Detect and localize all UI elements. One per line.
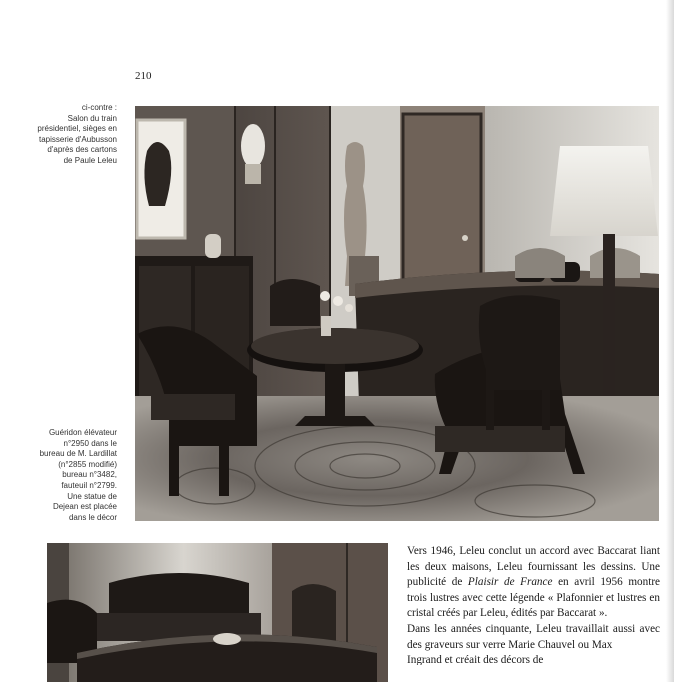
paragraph-cut-line: Ingrand et créait des décors de [407,654,544,666]
caption-line: d'après des cartons [47,145,117,155]
paragraph-text: Vers 1946, Leleu conclut un accord avec Baccarat liant les deux maisons, Leleu fournissant les dessins. Une publicité de [407,545,660,589]
paragraph-baccarat [407,544,660,622]
page-number: 210 [135,70,152,82]
caption-line: bureau de M. Lardillat [39,449,117,459]
photo-office-interior [135,106,659,521]
caption-line: tapisserie d'Aubusson [38,134,117,144]
photo-salon-train [47,543,388,682]
caption-top [7,103,117,167]
photo-office-interior-drawing [135,106,659,521]
caption-line: Dejean est placée [52,502,117,512]
caption-bottom [7,428,117,523]
publication-title: Plaisir de France [467,576,553,589]
body-text [407,544,660,665]
page-edge-shadow [666,0,674,682]
caption-line: bureau n°3482, [62,470,117,480]
caption-line: présidentiel, sièges en [37,124,117,134]
caption-line: Une statue de [67,491,117,501]
paragraph-text: en avril 1956 montre trois lustres avec cette légende « Plafonnier et lustres en cristal créés par Leleu, édités par Baccarat ». [407,576,661,620]
caption-line: de Paule Leleu [63,155,117,165]
photo-salon-train-drawing [47,543,388,682]
paragraph-graveurs: Dans les années cinquante, Leleu travaillait aussi avec des graveurs sur verre Marie Chauvel ou Max [407,622,660,651]
caption-line: n°2950 dans le [63,438,117,448]
caption-line: Salon du train [67,113,117,123]
caption-line: ci-contre : [81,103,117,112]
caption-line: dans le décor [68,512,117,522]
caption-line: fauteuil n°2799. [61,480,117,490]
caption-line: (n°2855 modifié) [58,459,117,469]
caption-line: Guéridon élévateur [48,428,117,437]
